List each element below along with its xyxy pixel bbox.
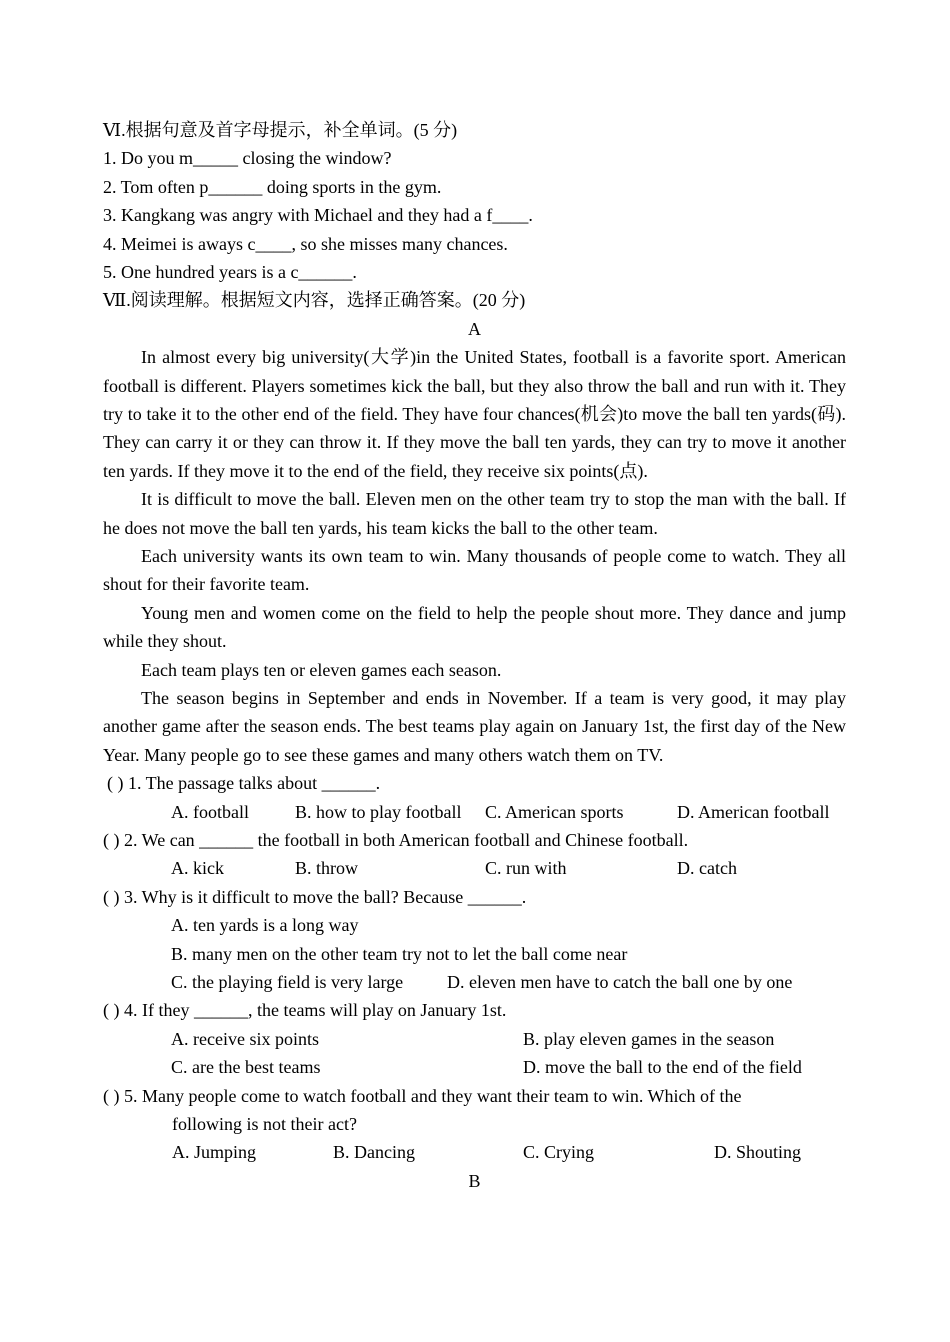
option-d: D. move the ball to the end of the field: [523, 1057, 802, 1078]
option-a: A. ten yards is a long way: [171, 915, 359, 936]
fill-blank-item: 5. One hundred years is a c______.: [103, 261, 357, 282]
worksheet-page: [103, 116, 846, 1195]
passage-paragraph: Each university wants its own team to win. Many thousands of people come to watch. They all shout for their favorite team.: [103, 545, 846, 595]
question-options: [103, 1138, 846, 1166]
option-a: A. receive six points: [171, 1028, 319, 1049]
option-b: B. throw: [295, 858, 358, 879]
question-stem: ( ) 4. If they ______, the teams will play on January 1st.: [103, 1000, 507, 1021]
passage-paragraph: In almost every big university(大学)in the United States, football is a favorite sport. American football is different. Players sometimes kick the ball, but they also throw the ball and run with it. They try to take it to the other end of the field. They have four chances(机会)to move the ball ten yards(码). They can carry it or they can throw it. If they move the ball ten yards, they can try to move it another ten yards. If they move it to the end of the field, they receive six points(点).: [103, 347, 846, 481]
option-a: A. football: [171, 801, 249, 822]
option-c: C. American sports: [485, 801, 624, 822]
option-d: D. eleven men have to catch the ball one by one: [447, 971, 793, 992]
question-options: [103, 1025, 846, 1053]
question-stem: ( ) 2. We can ______ the football in both American football and Chinese football.: [103, 830, 689, 850]
question-options: [103, 798, 846, 826]
section6-heading: Ⅵ.根据句意及首字母提示，补全单词。(5 分): [103, 120, 458, 140]
question-stem: ( ) 3. Why is it difficult to move the ball? Because ______.: [103, 886, 527, 907]
passage-paragraph: It is difficult to move the ball. Eleven men on the other team try to stop the man with the ball. If he does not move the ball ten yards, his team kicks the ball to the other team.: [103, 489, 846, 538]
question-stem: ( ) 1. The passage talks about ______.: [107, 773, 381, 794]
question-stem: ( ) 5. Many people come to watch football and they want their team to win. Which of the: [103, 1085, 742, 1106]
passage-paragraph: The season begins in September and ends in November. If a team is very good, it may play another game after the season ends. The best teams play again on January 1st, the first day of the New Year. Many people go to see these games and many others watch them on TV.: [103, 688, 846, 765]
question-options: [103, 968, 846, 996]
option-c: C. Crying: [523, 1142, 595, 1163]
option-c: C. the playing field is very large: [171, 971, 404, 992]
section7-heading: Ⅶ.阅读理解。根据短文内容，选择正确答案。(20 分): [103, 290, 526, 311]
option-b: B. many men on the other team try not to let the ball come near: [171, 943, 628, 964]
fill-blank-item: 3. Kangkang was angry with Michael and they had a f____.: [103, 205, 533, 226]
option-d: D. American football: [677, 801, 830, 822]
option-a: A. kick: [171, 858, 224, 879]
option-b: B. play eleven games in the season: [523, 1028, 775, 1049]
option-c: C. are the best teams: [171, 1057, 321, 1078]
question-options: [103, 1053, 846, 1081]
question-options: [103, 854, 846, 882]
passage-paragraph: Young men and women come on the field to help the people shout more. They dance and jump while they shout.: [103, 602, 846, 652]
fill-blank-item: 4. Meimei is aways c____, so she misses many chances.: [103, 233, 508, 254]
fill-blank-item: 1. Do you m_____ closing the window?: [103, 148, 392, 169]
fill-blank-item: 2. Tom often p______ doing sports in the gym.: [103, 176, 442, 197]
passage-a-label: A: [468, 318, 481, 339]
option-b: B. Dancing: [333, 1142, 415, 1163]
option-b: B. how to play football: [295, 801, 462, 822]
question-stem-continued: following is not their act?: [172, 1113, 357, 1134]
option-c: C. run with: [485, 858, 567, 879]
option-a: A. Jumping: [172, 1142, 257, 1163]
passage-paragraph: Each team plays ten or eleven games each season.: [141, 659, 502, 680]
option-d: D. catch: [677, 858, 737, 879]
passage-b-label: B: [468, 1170, 481, 1191]
option-d: D. Shouting: [714, 1142, 802, 1163]
